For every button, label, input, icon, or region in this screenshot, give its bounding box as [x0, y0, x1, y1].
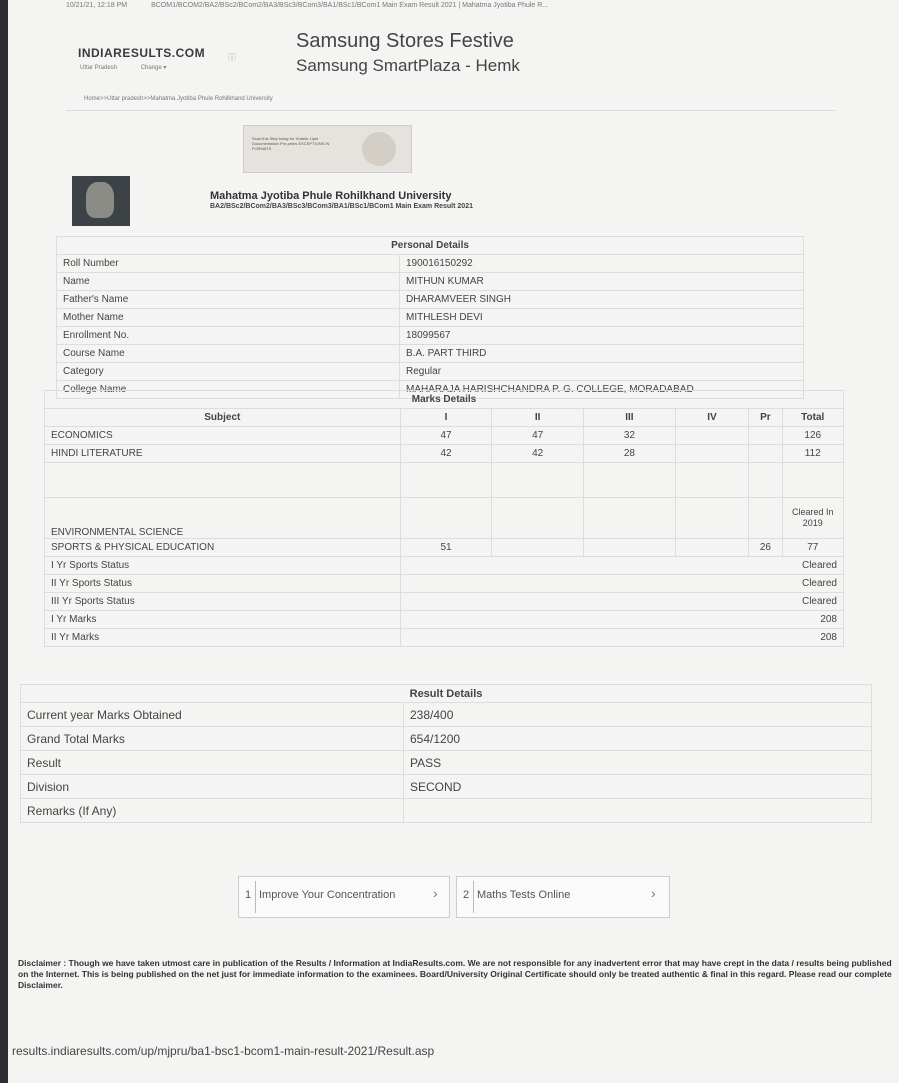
print-header [66, 2, 570, 9]
printed-page [8, 0, 899, 1083]
table-row [21, 727, 872, 751]
banner-image [362, 132, 396, 166]
mark-total: 126 [782, 427, 844, 445]
row-label: Roll Number [57, 255, 400, 273]
mark-iv [675, 539, 749, 557]
exam-title: BA2/BSc2/BCom2/BA3/BSc3/BCom3/BA1/BSc1/BCom1 Main Exam Result 2021 [210, 203, 473, 210]
mark-pr [749, 427, 782, 445]
status-label: I Yr Sports Status [45, 557, 401, 575]
mark-i: 47 [400, 427, 492, 445]
mark-iii [584, 498, 676, 539]
mark-total: 112 [782, 445, 844, 463]
status-row [45, 611, 844, 629]
col-subject: Subject [45, 409, 401, 427]
col-ii: II [492, 409, 584, 427]
status-label: III Yr Sports Status [45, 593, 401, 611]
status-value: Cleared [400, 557, 843, 575]
table-row [57, 363, 804, 381]
empty-row [45, 463, 844, 498]
mark-iv [675, 427, 749, 445]
table-row [57, 345, 804, 363]
mark-iii [584, 539, 676, 557]
state-selector[interactable] [80, 64, 188, 71]
table-row [57, 291, 804, 309]
status-row [45, 629, 844, 647]
link-text: Improve Your Concentration [259, 889, 396, 901]
row-value: PASS [404, 751, 872, 775]
link-number: 1 [245, 889, 252, 901]
row-label: Result [21, 751, 404, 775]
mark-ii: 42 [492, 445, 584, 463]
row-value [404, 799, 872, 823]
section-title: Personal Details [57, 237, 804, 255]
col-total: Total [782, 409, 844, 427]
row-label: Course Name [57, 345, 400, 363]
status-row [45, 557, 844, 575]
site-logo[interactable]: INDIARESULTS.COM [78, 46, 206, 60]
table-row [57, 327, 804, 345]
row-label: Father's Name [57, 291, 400, 309]
table-row [57, 255, 804, 273]
row-label: College Name [57, 381, 400, 399]
result-details-table [20, 684, 872, 823]
chevron-right-icon: › [433, 885, 438, 901]
row-value: MITHLESH DEVI [400, 309, 804, 327]
row-value: SECOND [404, 775, 872, 799]
mark-iv [675, 498, 749, 539]
row-value: B.A. PART THIRD [400, 345, 804, 363]
ad-title[interactable]: Samsung Stores Festive [296, 30, 514, 52]
mark-pr: 26 [749, 539, 782, 557]
section-title: Result Details [21, 685, 872, 703]
print-title: BCOM1/BCOM2/BA2/BSc2/BCom2/BA3/BSc3/BCom3/BA1/BSc1/BCom1 Main Exam Result 2021 | Mahatma Jyotiba Phule R... [151, 2, 549, 9]
table-row [45, 445, 844, 463]
table-row [57, 273, 804, 291]
mark-ii [492, 539, 584, 557]
table-row [45, 539, 844, 557]
status-row [45, 575, 844, 593]
banner-text: Scan this Step today for Holistic Lipid Documentation Pre-prints EXCEPTIONS IN FORMATS [252, 136, 330, 151]
row-value: 190016150292 [400, 255, 804, 273]
status-value: Cleared [400, 575, 843, 593]
mark-ii [492, 498, 584, 539]
row-value: MAHARAJA HARISHCHANDRA P. G. COLLEGE, MORADABAD [400, 381, 804, 399]
mark-total: 77 [782, 539, 844, 557]
row-label: Current year Marks Obtained [21, 703, 404, 727]
table-row [21, 799, 872, 823]
disclaimer: Disclaimer : Though we have taken utmost care in publication of the Results / Information at IndiaResults.com. We are not responsible for any inadvertent error that may have crept in the data / results being published on the Internet. This is being published on the net just for immediate information to the examinees. Board/University Original Certificate should only be treated authentic & final in this regard. Please read our complete Disclaimer. [18, 958, 892, 990]
ad-banner[interactable] [243, 125, 412, 173]
row-value: MITHUN KUMAR [400, 273, 804, 291]
row-value: Regular [400, 363, 804, 381]
breadcrumb[interactable]: Home>>Uttar pradesh>>Mahatma Jyotiba Phule Rohilkhand University [84, 96, 273, 102]
table-row [21, 703, 872, 727]
mark-pr [749, 445, 782, 463]
status-value: 208 [400, 629, 843, 647]
row-value: DHARAMVEER SINGH [400, 291, 804, 309]
link-improve-concentration[interactable] [238, 876, 450, 918]
link-maths-tests[interactable] [456, 876, 670, 918]
status-label: II Yr Marks [45, 629, 401, 647]
marks-details-table [44, 390, 844, 647]
university-logo [72, 176, 130, 226]
row-label: Name [57, 273, 400, 291]
link-number: 2 [463, 889, 470, 901]
mark-ii: 47 [492, 427, 584, 445]
link-text: Maths Tests Online [477, 889, 571, 901]
status-value: Cleared [400, 593, 843, 611]
page-url: results.indiaresults.com/up/mjpru/ba1-bsc1-bcom1-main-result-2021/Result.asp [12, 1044, 435, 1058]
marks-header-row [45, 409, 844, 427]
row-value: 18099567 [400, 327, 804, 345]
row-label: Enrollment No. [57, 327, 400, 345]
table-row [57, 309, 804, 327]
ad-subtitle[interactable]: Samsung SmartPlaza - Hemk [296, 56, 520, 75]
row-label: Mother Name [57, 309, 400, 327]
university-name: Mahatma Jyotiba Phule Rohilkhand University [210, 190, 452, 202]
subject-name: HINDI LITERATURE [45, 445, 401, 463]
row-label: Category [57, 363, 400, 381]
personal-details-table [56, 236, 804, 399]
mark-i: 42 [400, 445, 492, 463]
row-value: 238/400 [404, 703, 872, 727]
section-title: Marks Details [45, 391, 844, 409]
table-row [45, 498, 844, 539]
table-row [21, 775, 872, 799]
divider [66, 110, 836, 111]
subject-name: ECONOMICS [45, 427, 401, 445]
mark-pr [749, 498, 782, 539]
col-iii: III [584, 409, 676, 427]
col-pr: Pr [749, 409, 782, 427]
col-iv: IV [675, 409, 749, 427]
info-icon: ⓘ [228, 53, 236, 62]
status-row [45, 593, 844, 611]
col-i: I [400, 409, 492, 427]
status-label: II Yr Sports Status [45, 575, 401, 593]
change-link[interactable]: Change ▾ [140, 65, 167, 71]
row-label: Division [21, 775, 404, 799]
mark-i [400, 498, 492, 539]
row-label: Grand Total Marks [21, 727, 404, 751]
mark-iii: 28 [584, 445, 676, 463]
mark-iv [675, 445, 749, 463]
state-label: Uttar Pradesh [80, 65, 118, 71]
row-label: Remarks (If Any) [21, 799, 404, 823]
table-row [45, 427, 844, 445]
subject-name: SPORTS & PHYSICAL EDUCATION [45, 539, 401, 557]
subject-name: ENVIRONMENTAL SCIENCE [45, 498, 401, 539]
status-label: I Yr Marks [45, 611, 401, 629]
print-datetime: 10/21/21, 12:18 PM [66, 2, 128, 9]
mark-iii: 32 [584, 427, 676, 445]
chevron-right-icon: › [651, 885, 656, 901]
table-row [21, 751, 872, 775]
status-value: 208 [400, 611, 843, 629]
mark-total: Cleared In 2019 [782, 498, 844, 539]
row-value: 654/1200 [404, 727, 872, 751]
mark-i: 51 [400, 539, 492, 557]
